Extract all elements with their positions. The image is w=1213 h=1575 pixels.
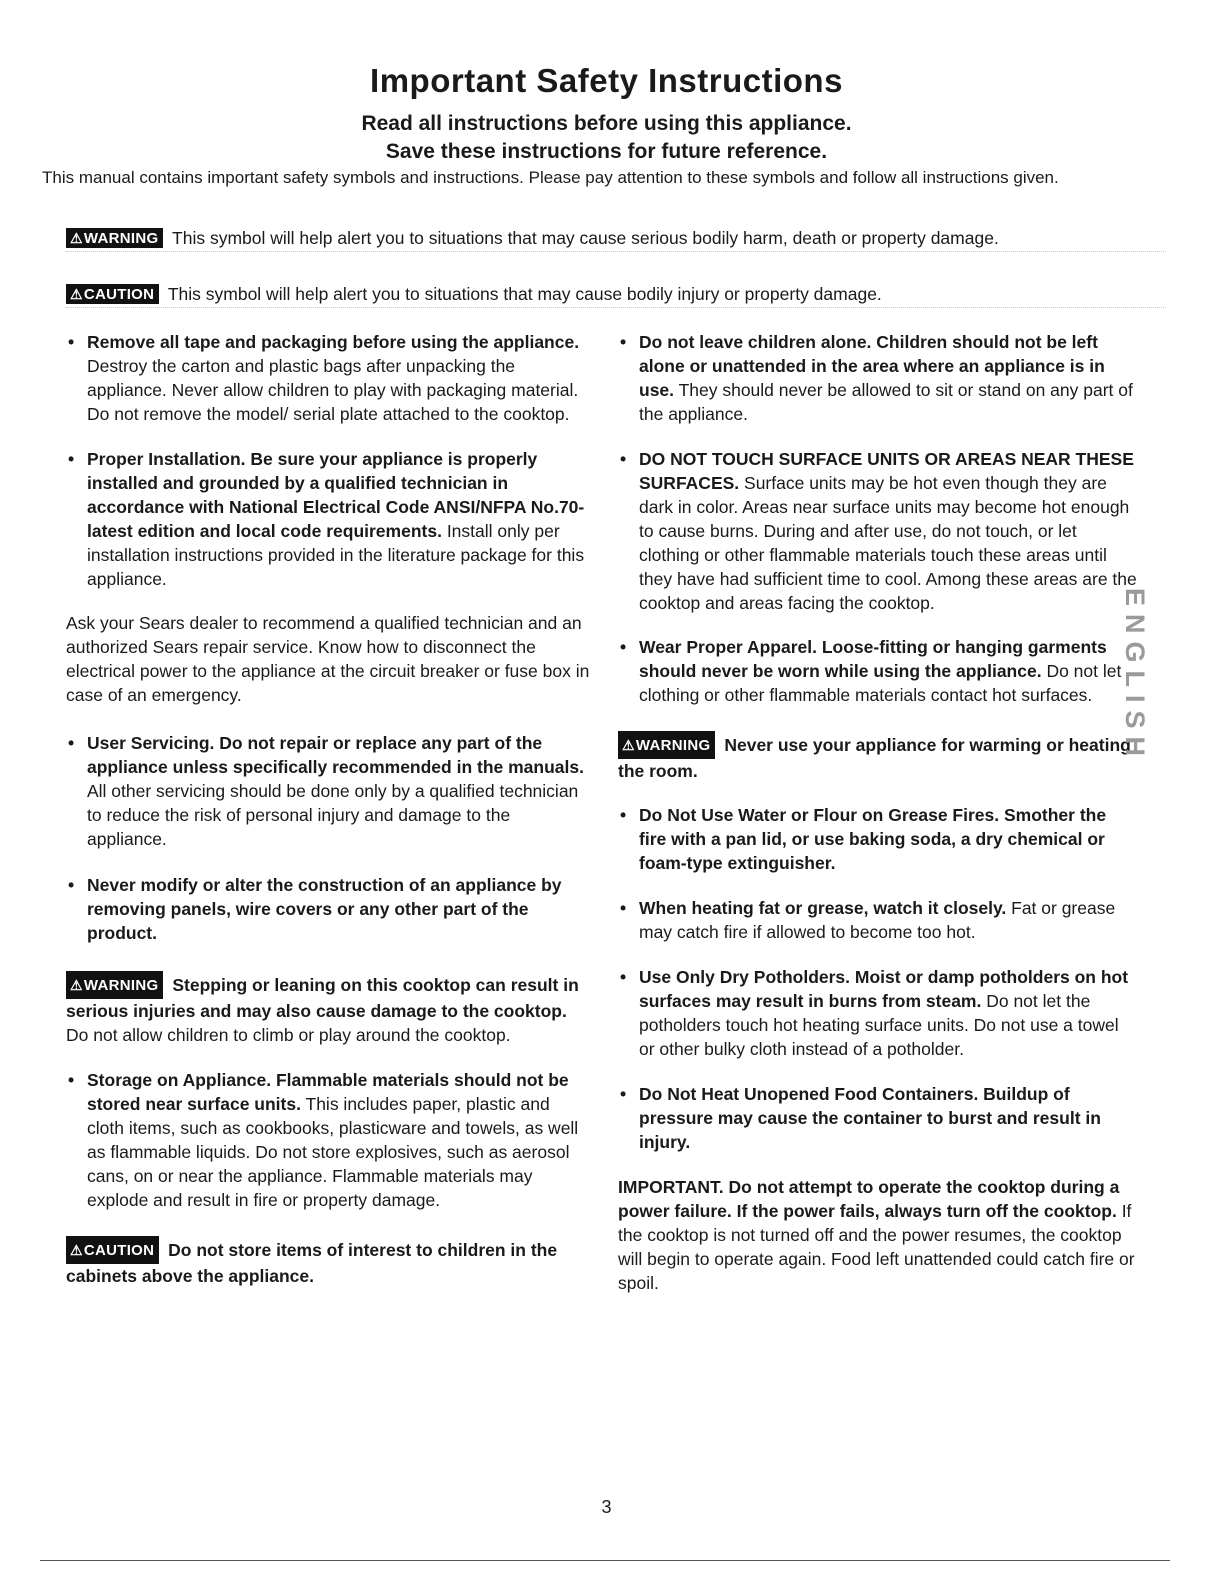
- subtitle-save-instructions: Save these instructions for future reference.: [385, 140, 828, 163]
- list-item: • Remove all tape and packaging before using the appliance. Destroy the carton and plastic bags after unpacking the appliance. Never allow children to play with packaging material. Do not remove the model/ serial plate attached to the cooktop.: [68, 332, 580, 424]
- subtitle-read-instructions: Read all instructions before using this appliance.: [361, 112, 852, 135]
- warning-paragraph: ⚠WARNING Stepping or leaning on this cooktop can result in serious injuries and may also cause damage to the cooktop. Do not allow children to climb or play around the cooktop.: [66, 971, 591, 1047]
- bottom-divider: [40, 1560, 1170, 1561]
- bullet-icon: •: [620, 898, 627, 918]
- caution-symbol-text: This symbol will help alert you to situations that may cause bodily injury or property damage.: [167, 284, 882, 304]
- page-title: Important Safety Instructions: [370, 62, 843, 99]
- list-item: • Proper Installation. Be sure your appliance is properly installed and grounded by a qualified technician in accordance with National Electrical Code ANSI/NFPA No.70-latest edition and local code requirements. Install only per installation instructions provided in the literature package for this appliance.: [68, 449, 585, 589]
- language-side-tab: ENGLISH: [1120, 588, 1150, 765]
- bullet-icon: •: [620, 637, 627, 657]
- page-number: 3: [601, 1497, 612, 1517]
- warning-badge: ⚠WARNING: [618, 731, 715, 759]
- right-column: [618, 330, 1138, 1295]
- alert-triangle-icon: ⚠: [70, 1242, 83, 1258]
- bullet-icon: •: [68, 332, 75, 352]
- bullet-icon: •: [620, 967, 627, 987]
- alert-triangle-icon: ⚠: [70, 286, 83, 302]
- list-item: • Do not leave children alone. Children should not be left alone or unattended in the area where an appliance is in use. They should never be allowed to sit or stand on any part of the appliance.: [620, 332, 1133, 424]
- list-item: • Do Not Heat Unopened Food Containers. Buildup of pressure may cause the container to burst and result in injury.: [620, 1084, 1101, 1152]
- caution-badge: ⚠CAUTION: [66, 284, 159, 304]
- bullet-icon: •: [620, 449, 627, 469]
- bullet-icon: •: [68, 733, 75, 753]
- caution-symbol-row: [66, 284, 1166, 308]
- important-paragraph: IMPORTANT. Do not attempt to operate the cooktop during a power failure. If the power fails, always turn off the cooktop. If the cooktop is not turned off and the power resumes, the cooktop will begin to operate again. Food left unattended could catch fire or spoil.: [618, 1177, 1135, 1293]
- list-item: • Wear Proper Apparel. Loose-fitting or hanging garments should never be worn while using the appliance. Do not let clothing or other flammable materials contact hot surfaces.: [620, 637, 1122, 705]
- list-item: • Do Not Use Water or Flour on Grease Fires. Smother the fire with a pan lid, or use baking soda, a dry chemical or foam-type extinguisher.: [620, 805, 1107, 873]
- list-item: • User Servicing. Do not repair or replace any part of the appliance unless specifically recommended in the manuals. All other servicing should be done only by a qualified technician to reduce the risk of personal injury and damage to the appliance.: [68, 733, 584, 849]
- alert-triangle-icon: ⚠: [622, 737, 635, 753]
- intro-paragraph: This manual contains important safety symbols and instructions. Please pay attention to these symbols and follow all instructions given.: [42, 168, 1059, 187]
- warning-symbol-text: This symbol will help alert you to situations that may cause serious bodily harm, death or property damage.: [172, 228, 999, 248]
- warning-badge: ⚠WARNING: [66, 228, 163, 248]
- list-item: • Storage on Appliance. Flammable materials should not be stored near surface units. This includes paper, plastic and cloth items, such as cookbooks, plasticware and towels, as well as flammable liquids. Do not store explosives, such as aerosol cans, on or near the appliance. Flammable materials may explode and result in fire or property damage.: [68, 1070, 579, 1210]
- list-item: • Never modify or alter the construction of an appliance by removing panels, wire covers or any other part of the product.: [68, 875, 562, 943]
- left-column: [66, 330, 591, 1288]
- sears-service-paragraph: Ask your Sears dealer to recommend a qualified technician and an authorized Sears repair service. Know how to disconnect the electrical power to the appliance at the circuit breaker or fuse box in case of an emergency.: [66, 613, 590, 705]
- bullet-icon: •: [620, 805, 627, 825]
- list-item: • When heating fat or grease, watch it closely. Fat or grease may catch fire if allowed to become too hot.: [620, 898, 1116, 942]
- warning-badge: ⚠WARNING: [66, 971, 163, 999]
- caution-paragraph: ⚠CAUTION Do not store items of interest to children in the cabinets above the appliance.: [66, 1236, 591, 1288]
- caution-badge: ⚠CAUTION: [66, 1236, 159, 1264]
- list-item: • Use Only Dry Potholders. Moist or damp potholders on hot surfaces may result in burns from steam. Do not let the potholders touch hot heating surface units. Do not use a towel or other bulky cloth instead of a potholder.: [620, 967, 1129, 1059]
- bullet-icon: •: [68, 875, 75, 895]
- bullet-icon: •: [620, 332, 627, 352]
- warning-paragraph: ⚠WARNING Never use your appliance for warming or heating the room.: [618, 731, 1138, 783]
- bullet-icon: •: [68, 449, 75, 469]
- list-item: • DO NOT TOUCH SURFACE UNITS OR AREAS NEAR THESE SURFACES. Surface units may be hot even though they are dark in color. Areas near surface units may become hot enough to cause burns. During and after use, do not touch, or let clothing or other flammable materials touch these areas until they have had sufficient time to cool. Among these areas are the cooktop and areas facing the cooktop.: [620, 449, 1137, 613]
- bullet-icon: •: [68, 1070, 75, 1090]
- bullet-icon: •: [620, 1084, 627, 1104]
- warning-symbol-row: [66, 228, 1166, 252]
- alert-triangle-icon: ⚠: [70, 230, 83, 246]
- alert-triangle-icon: ⚠: [70, 977, 83, 993]
